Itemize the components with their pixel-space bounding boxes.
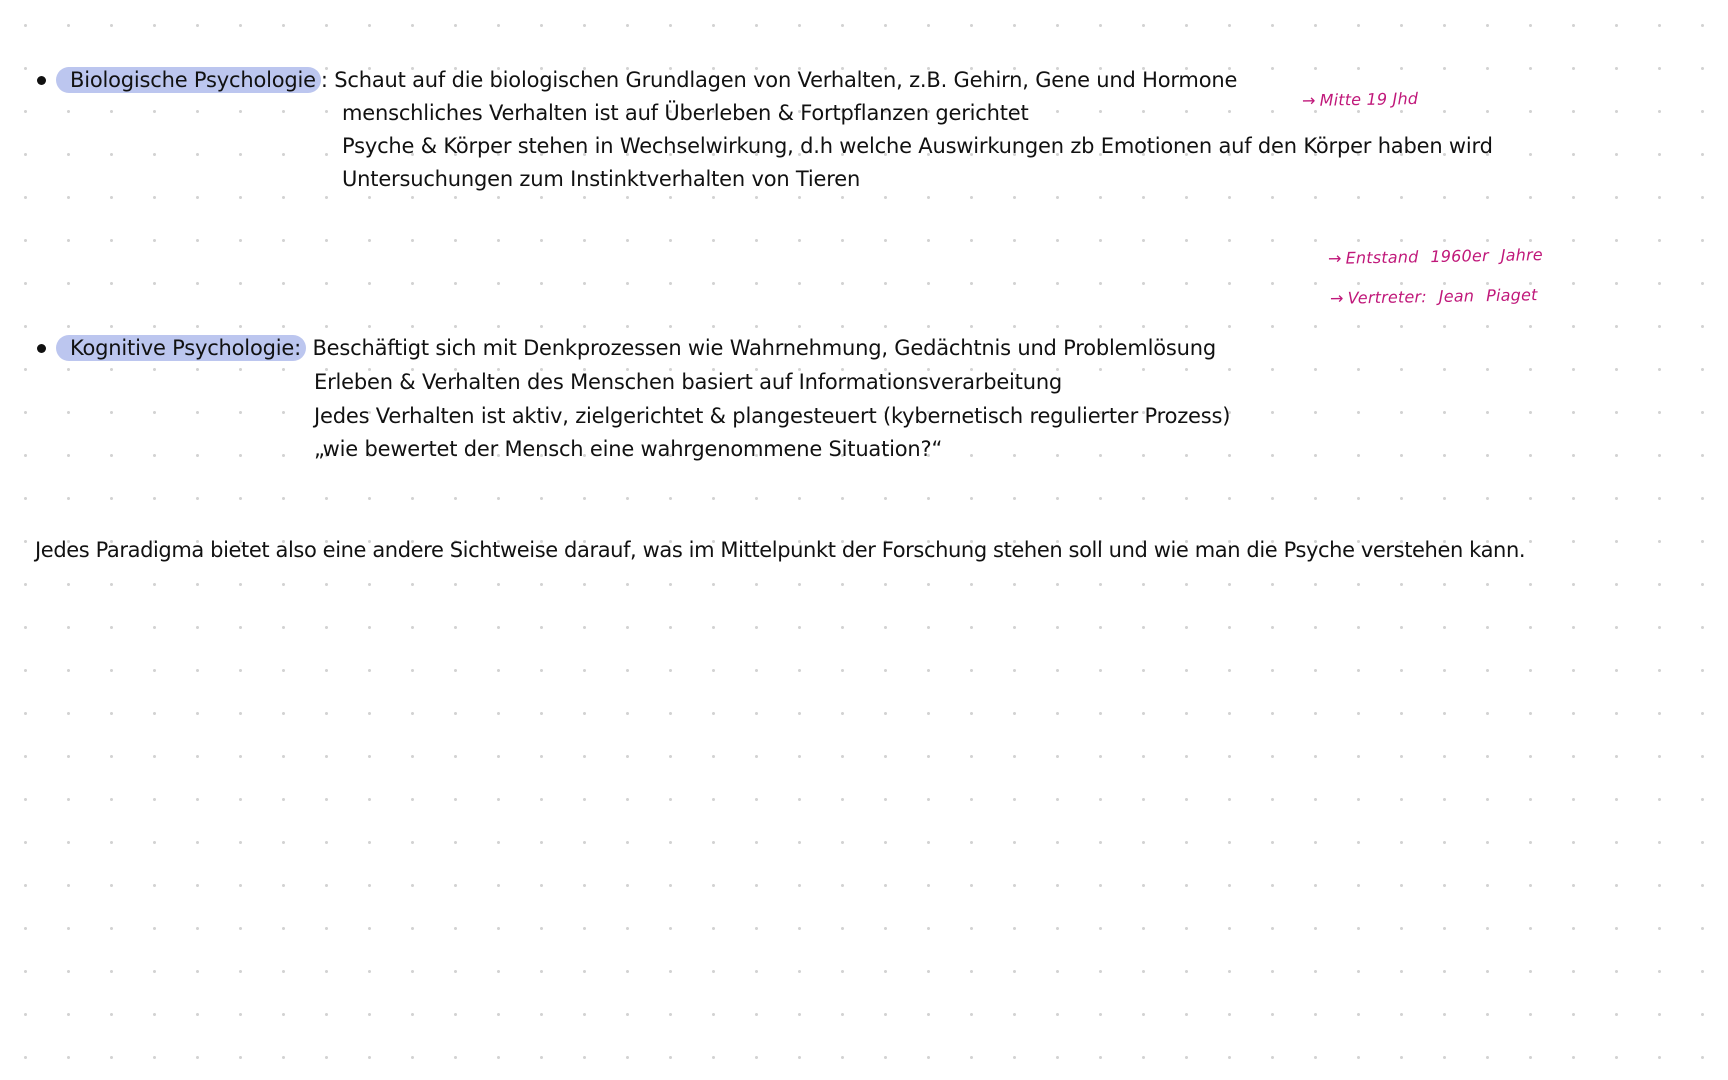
kog-line-4: „wie bewertet der Mensch eine wahrgenommene Situation?“: [314, 437, 943, 461]
bullet-bio: [37, 76, 46, 85]
kog-note-1-part-2: 1960er: [1430, 246, 1489, 267]
kog-term: Kognitive Psychologie: [70, 336, 295, 360]
kog-note-2-part-3: Piaget: [1485, 285, 1538, 306]
kog-note-1-part-3: Jahre: [1500, 245, 1544, 265]
kog-term-colon: :: [294, 336, 301, 360]
bio-line-1: Schaut auf die biologischen Grundlagen von Verhalten, z.B. Gehirn, Gene und Hormone: [334, 68, 1238, 92]
kog-note-1-part-1: Entstand: [1345, 247, 1419, 268]
bio-note-text: Mitte 19 Jhd: [1319, 88, 1419, 110]
bio-line-2: menschliches Verhalten ist auf Überleben & Fortpflanzen gerichtet: [342, 101, 1029, 125]
kog-note-2-part-1: Vertreter:: [1347, 287, 1427, 308]
kog-line-1: Beschäftigt sich mit Denkprozessen wie Wahrnehmung, Gedächtnis und Problemlösung: [312, 336, 1216, 360]
arrow-icon: →: [1301, 90, 1316, 111]
bio-heading-line: [70, 65, 1237, 95]
kog-heading-line: [70, 333, 1216, 363]
bio-margin-note: [1302, 89, 1419, 110]
arrow-icon: →: [1329, 288, 1344, 308]
kog-line-2: Erleben & Verhalten des Menschen basiert auf Informationsverarbeitung: [314, 370, 1063, 394]
bio-line-4: Untersuchungen zum Instinktverhalten von Tieren: [342, 167, 861, 191]
bio-term-highlight: [56, 67, 321, 93]
arrow-icon: →: [1327, 248, 1342, 268]
bio-line-3: Psyche & Körper stehen in Wechselwirkung, d.h welche Auswirkungen zb Emotionen auf den Körper haben wird: [342, 134, 1493, 158]
kog-note-2-part-2: Jean: [1438, 286, 1475, 306]
kog-margin-note-1: [1328, 245, 1543, 268]
bio-term: Biologische Psychologie: [70, 68, 316, 92]
bullet-kog: [37, 344, 46, 353]
kog-margin-note-2: [1330, 285, 1538, 308]
bio-term-colon: :: [320, 68, 328, 92]
conclusion-text: Jedes Paradigma bietet also eine andere Sichtweise darauf, was im Mittelpunkt der Forschung stehen soll und wie man die Psyche verstehen kann.: [35, 538, 1526, 562]
kog-term-highlight: [56, 335, 306, 361]
kog-line-3: Jedes Verhalten ist aktiv, zielgerichtet & plangesteuert (kybernetisch regulierter Prozess): [314, 404, 1231, 428]
